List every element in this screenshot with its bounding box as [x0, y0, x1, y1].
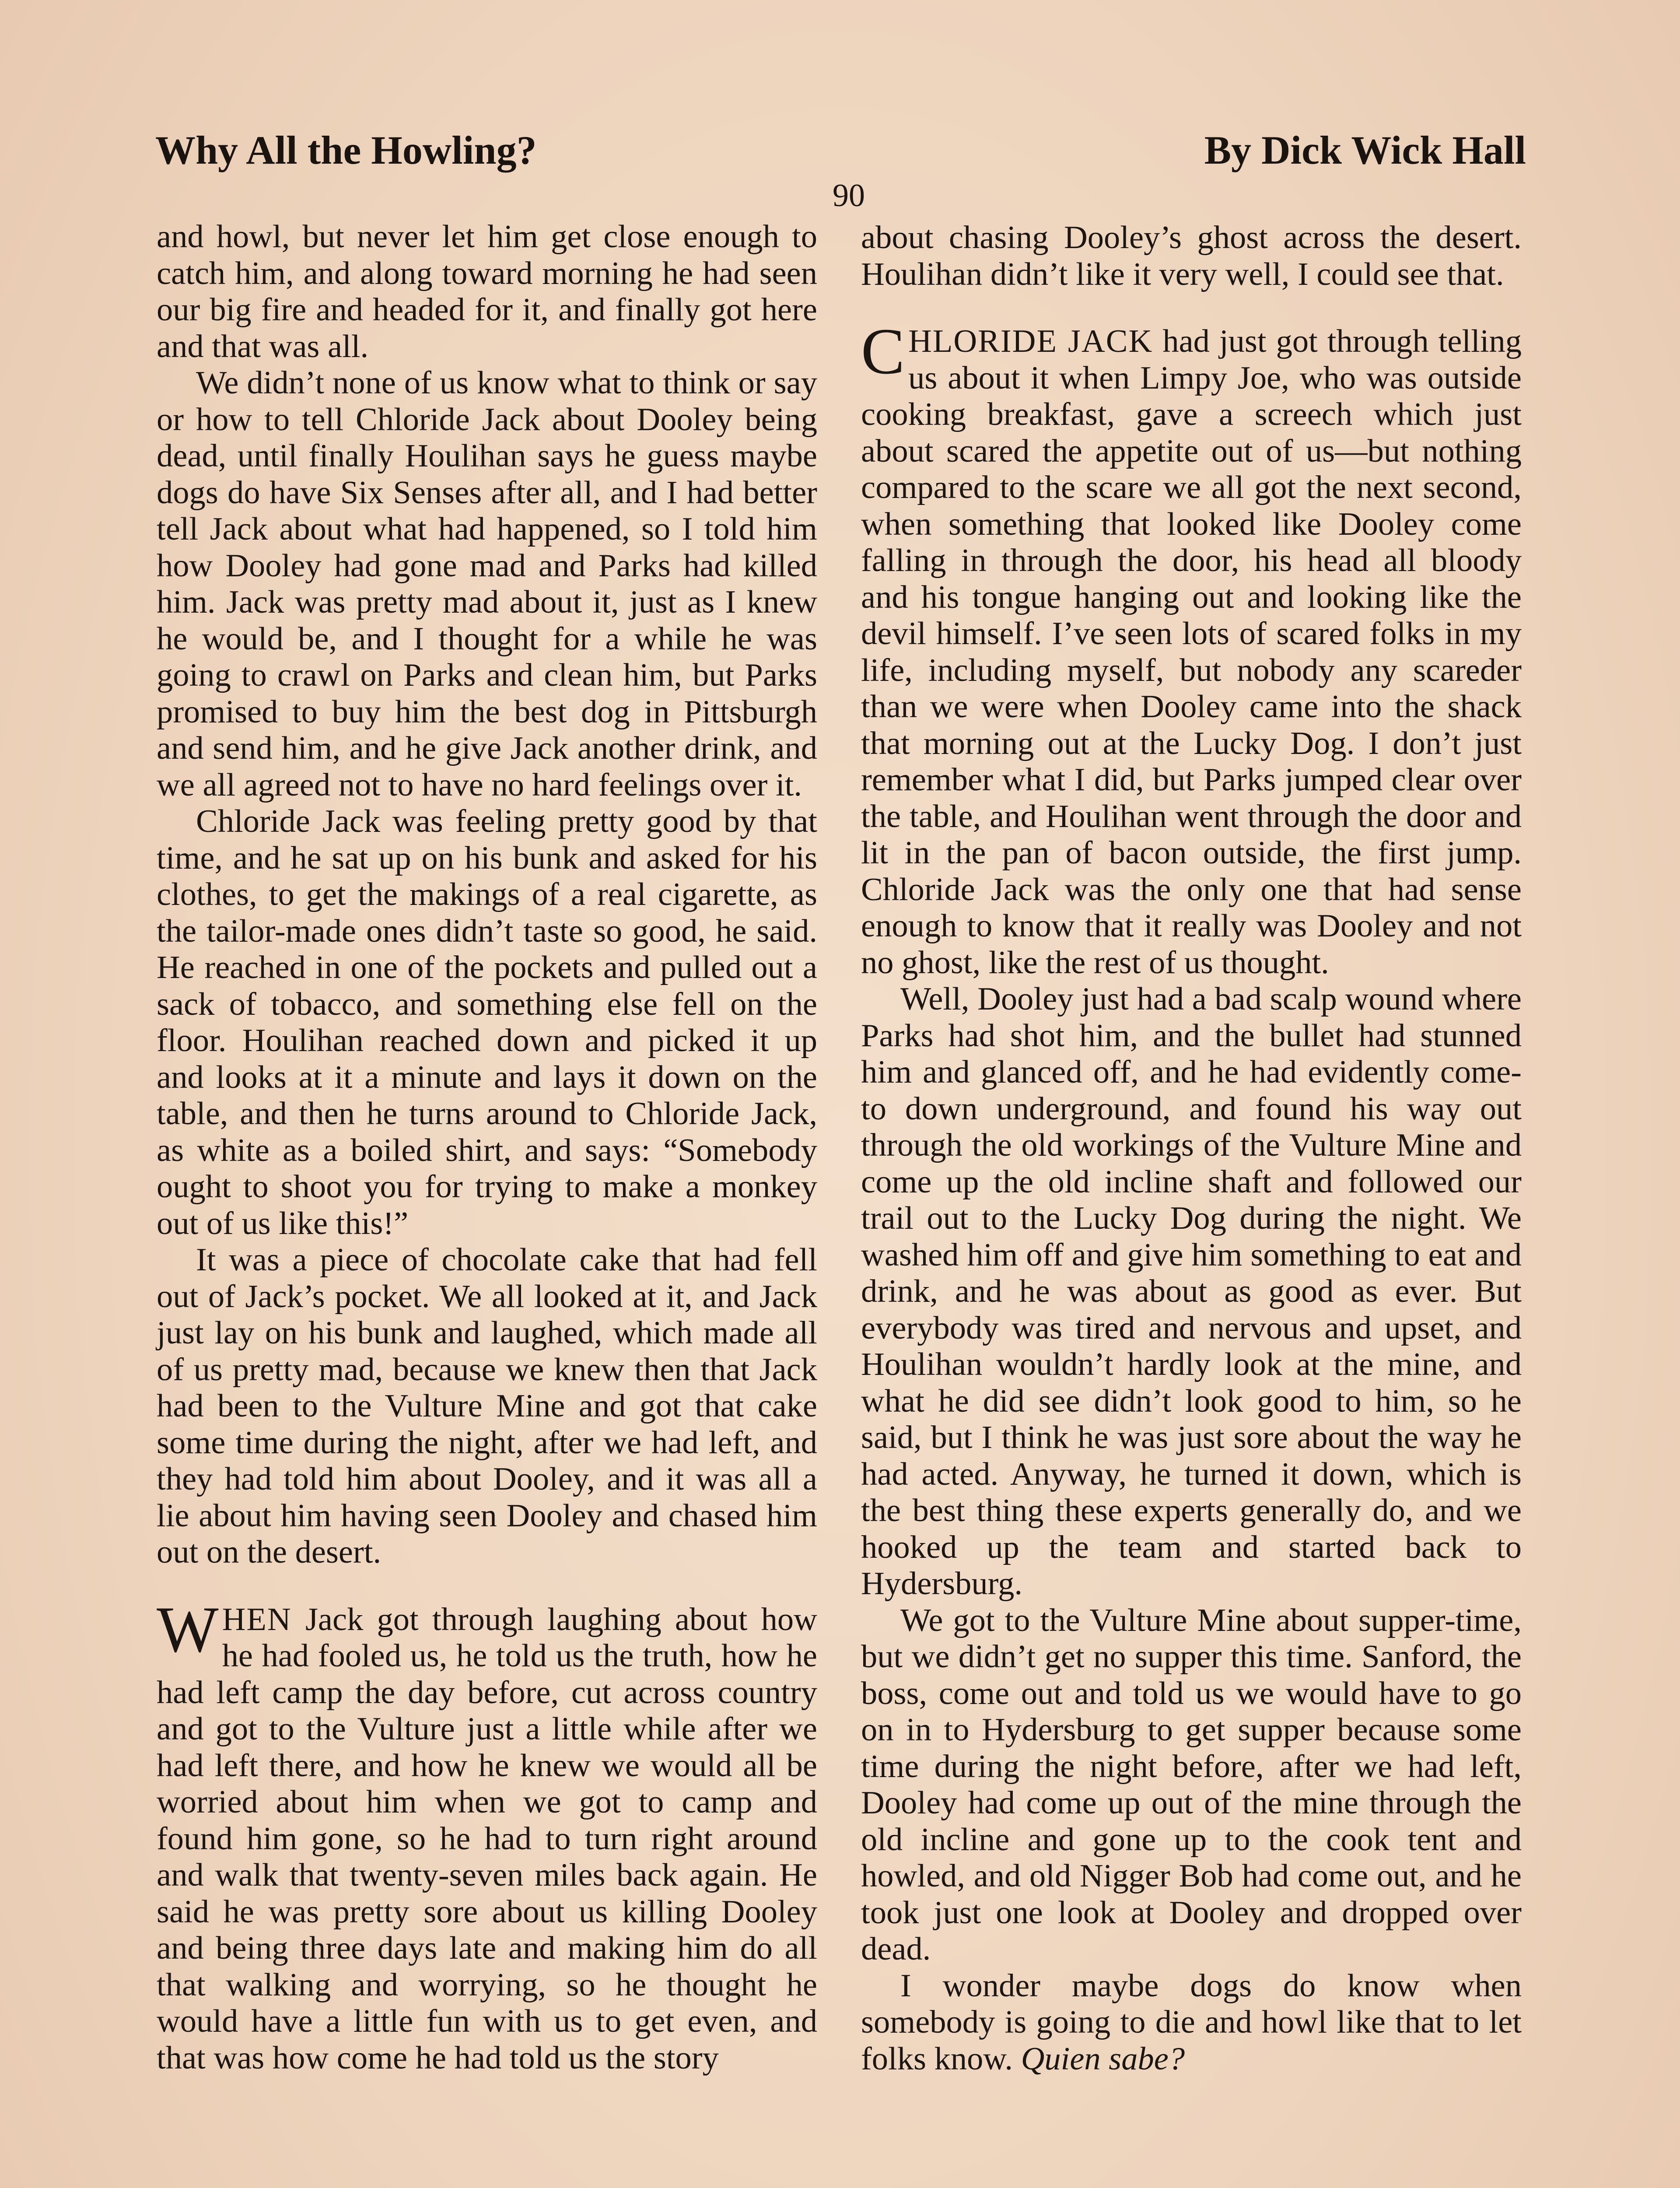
paragraph: Well, Dooley just had a bad scalp wound where Parks had shot him, and the bullet had stunned him and glanced off, and he had evidently come-to down underground, and found his way out through the old workings of the Vulture Mine and come up the old incline shaft and followed our trail out to the Lucky Dog during the night. We washed him off and give him something to eat and drink, and he was about as good as ever. But everybody was tired and nervous and upset, and Houlihan wouldn’t hardly look at the mine, and what he did see didn’t look good to him, so he said, but I think he was just sore about the way he had acted. Anyway, he turned it down, which is the best thing these experts generally do, and we hooked up the team and started back to Hydersburg.: [861, 981, 1522, 1602]
page-header: [155, 127, 1526, 179]
paragraph: and howl, but never let him get close enough to catch him, and along toward morning he had seen our big fire and headed for it, and finally got here and that was all.: [157, 219, 817, 365]
paragraph-text: had just got through telling us about it when Limpy Joe, who was outside cooking breakfast, gave a screech which just about scared the appetite out of us—but nothing compared to the scare we all got the next second, when something that looked like Dooley come falling in through the door, his head all bloody and his tongue hanging out and looking like the devil himself. I’ve seen lots of scared folks in my life, including myself, but nobody any scareder than we were when Dooley came into the shack that morning out at the Lucky Dog. I don’t just remember what I did, but Parks jumped clear over the table, and Houlihan went through the door and lit in the pan of bacon outside, the first jump. Chloride Jack was the only one that had sense enough to know that it really was Dooley and not no ghost, like the rest of us thought.: [861, 323, 1522, 981]
cap-word: HLORIDE JACK: [908, 323, 1153, 359]
section-paragraph: [861, 315, 1522, 981]
story-title: Why All the Howling?: [155, 128, 537, 172]
left-column: [157, 219, 817, 2076]
story-author: By Dick Wick Hall: [1204, 128, 1526, 172]
paragraph-text: Jack got through laughing about how he had fooled us, he told us the truth, how he had left camp the day before, cut across country and got to the Vulture just a little while after we had left there, and how he knew we would all be worried about him when we got to camp and found him gone, so he had to turn right around and walk that twenty-seven miles back again. He said he was pretty sore about us killing Dooley and being three days late and making him do all that walking and worrying, so he thought he would have a little fun with us to get even, and that was how come he had told us the story: [157, 1601, 817, 2076]
right-column: [861, 220, 1522, 2077]
paragraph: We didn’t none of us know what to think or say or how to tell Chloride Jack about Dooley being dead, until finally Houlihan says he guess maybe dogs do have Six Senses after all, and I had better tell Jack about what had happened, so I told him how Dooley had gone mad and Parks had killed him. Jack was pretty mad about it, just as I knew he would be, and I thought for a while he was going to crawl on Parks and clean him, but Parks promised to buy him the best dog in Pittsburgh and send him, and he give Jack another drink, and we all agreed not to have no hard feelings over it.: [157, 365, 817, 803]
page-number: 90: [833, 178, 865, 214]
paragraph: Chloride Jack was feeling pretty good by that time, and he sat up on his bunk and asked for his clothes, to get the makings of a real cigarette, as the tailor-made ones didn’t taste so good, he said. He reached in one of the pockets and pulled out a sack of tobacco, and something else fell on the floor. Houlihan reached down and picked it up and looks at it a minute and lays it down on the table, and then he turns around to Chloride Jack, as white as a boiled shirt, and says: “Somebody ought to shoot you for trying to make a monkey out of us like this!”: [157, 803, 817, 1241]
drop-cap: C: [861, 315, 905, 388]
paragraph: about chasing Dooley’s ghost across the desert. Houlihan didn’t like it very well, I could see that.: [861, 220, 1522, 292]
drop-cap: W: [157, 1593, 219, 1666]
cap-word: HEN: [222, 1601, 292, 1637]
paragraph: We got to the Vulture Mine about supper-time, but we didn’t get no supper this time. Sanford, the boss, come out and told us we would have to go on in to Hydersburg to get supper because some time during the night before, after we had left, Dooley had come up out of the mine through the old incline and gone up to the cook tent and howled, and old Nigger Bob had come out, and he took just one look at Dooley and dropped over dead.: [861, 1602, 1522, 1967]
section-paragraph: [157, 1593, 817, 2077]
closing-phrase: Quien sabe?: [1021, 2041, 1185, 2077]
paragraph: [861, 1968, 1522, 2078]
paragraph-text: I wonder maybe dogs do know when somebody is going to die and howl like that to let folks know.: [861, 1967, 1522, 2077]
paragraph: It was a piece of chocolate cake that had fell out of Jack’s pocket. We all looked at it, and Jack just lay on his bunk and laughed, which made all of us pretty mad, because we knew then that Jack had been to the Vulture Mine and got that cake some time during the night, after we had left, and they had told him about Dooley, and it was all a lie about him having seen Dooley and chased him out on the desert.: [157, 1242, 817, 1570]
